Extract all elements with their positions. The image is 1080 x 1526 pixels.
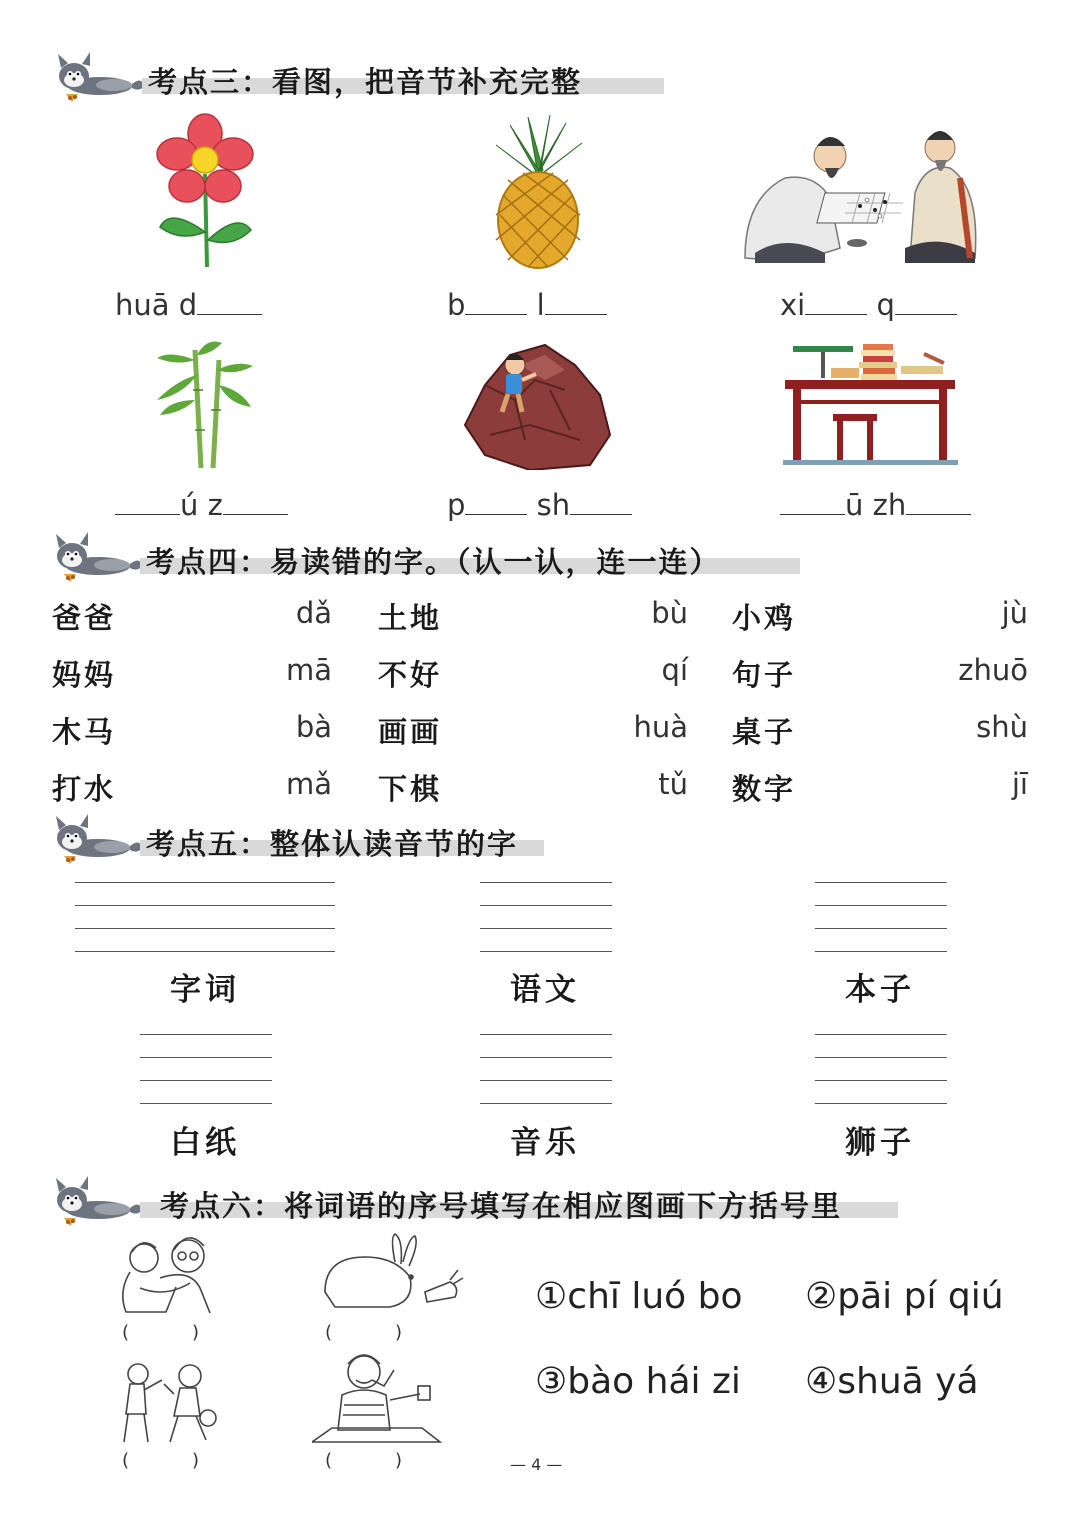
pinyin-blank-pineapple [447,288,607,322]
writing-lines[interactable] [815,860,947,952]
pinyin[interactable]: jī [1011,767,1028,801]
answer-bracket-4[interactable]: ( ) [325,1450,402,1471]
fill-blank[interactable] [465,490,527,515]
pinyin[interactable]: mǎ [285,767,332,801]
fill-blank[interactable] [223,490,288,515]
section-5-title: 考点五：整体认读音节的字 [146,827,519,861]
pinyin-prefix: sh [536,488,571,522]
pinyin[interactable]: shù [976,710,1028,744]
word-benzi: 本子 [845,972,915,1008]
answer-bracket-1[interactable]: ( ) [122,1322,199,1343]
pinyin-prefix: ū zh [845,488,907,522]
word[interactable]: 打水 [52,772,117,806]
match-column-3 [732,596,1028,824]
desk-image [783,338,958,468]
option-3: ③bào hái zi [535,1361,741,1402]
word-zici: 字词 [170,972,240,1008]
word[interactable]: 句子 [732,658,797,692]
word[interactable]: 数字 [732,772,797,806]
pinyin[interactable]: qí [661,653,688,687]
word[interactable]: 桌子 [732,715,797,749]
pinyin[interactable]: zhuō [958,653,1028,687]
writing-lines[interactable] [815,1012,947,1104]
option-4: ④shuā yá [805,1361,979,1402]
section-4-title: 考点四：易读错的字。（认一认，连一连） [146,545,721,579]
fill-blank[interactable] [570,490,632,515]
fill-blank[interactable] [545,290,607,315]
fill-blank[interactable] [197,290,262,315]
word[interactable]: 妈妈 [52,658,117,692]
pinyin-prefix: huā d [115,288,198,322]
pinyin[interactable]: tǔ [658,767,688,801]
pinyin-blank-chess [780,288,957,322]
pinyin[interactable]: huà [633,710,688,744]
fill-blank[interactable] [115,490,180,515]
word-baizhi: 白纸 [170,1125,240,1161]
pinyin[interactable]: bù [651,596,688,630]
writing-lines[interactable] [480,860,612,952]
tom-cat-mascot-icon [50,1174,142,1236]
word-shizi: 狮子 [845,1125,915,1161]
pinyin-blank-desk [780,488,971,522]
pinyin-prefix: q [876,288,895,322]
fill-blank[interactable] [895,290,957,315]
kids-playing-ball-sketch-image [108,1358,228,1448]
option-2: ②pāi pí qiú [805,1276,1004,1317]
word[interactable]: 土地 [378,601,443,635]
pinyin-prefix: b [447,288,466,322]
word[interactable]: 小鸡 [732,601,797,635]
word[interactable]: 不好 [378,658,443,692]
pinyin-prefix: xi [780,288,806,322]
hugging-child-sketch-image [110,1228,220,1318]
pinyin-blank-flower [115,288,262,322]
word[interactable]: 木马 [52,715,117,749]
flower-image [155,112,255,272]
fill-blank[interactable] [465,290,527,315]
tom-cat-mascot-icon [50,530,142,592]
match-column-1 [52,596,332,824]
answer-bracket-2[interactable]: ( ) [325,1322,402,1343]
bamboo-image [155,340,255,470]
pinyin-blank-bamboo [115,488,288,522]
tom-cat-mascot-icon [52,50,144,112]
fill-blank[interactable] [906,490,971,515]
writing-lines[interactable] [480,1012,612,1104]
fill-blank[interactable] [780,490,845,515]
word-yuwen: 语文 [510,972,580,1008]
section-6-title: 考点六：将词语的序号填写在相应图画下方括号里 [160,1189,843,1223]
word-yinyue: 音乐 [510,1125,580,1161]
boy-climbing-rock-image [460,340,615,470]
pinyin[interactable]: bà [295,710,332,744]
answer-bracket-3[interactable]: ( ) [122,1450,199,1471]
writing-lines[interactable] [140,1012,272,1104]
pinyin-prefix: ú z [180,488,223,522]
writing-lines[interactable] [75,860,335,952]
brushing-teeth-sketch-image [312,1350,442,1448]
fill-blank[interactable] [805,290,867,315]
word[interactable]: 下棋 [378,772,443,806]
pinyin[interactable]: dǎ [295,596,332,630]
page-number: — 4 — [510,1455,563,1474]
section-5-header [50,822,550,862]
option-1: ①chī luó bo [535,1276,743,1317]
section-4-header [50,540,770,580]
pinyin-prefix: p [447,488,466,522]
section-3-title: 考点三：看图，把音节补充完整 [148,65,583,99]
pineapple-image [488,115,588,270]
section-3-header [52,60,632,100]
section-6-header [50,1184,910,1224]
pinyin[interactable]: mā [285,653,332,687]
match-column-2 [378,596,688,824]
word[interactable]: 爸爸 [52,601,117,635]
pinyin-blank-rock [447,488,632,522]
pinyin-prefix: l [536,288,545,322]
word[interactable]: 画画 [378,715,443,749]
pinyin[interactable]: jù [1001,596,1028,630]
rabbit-carrot-sketch-image [315,1232,465,1317]
chess-players-image [735,118,985,268]
